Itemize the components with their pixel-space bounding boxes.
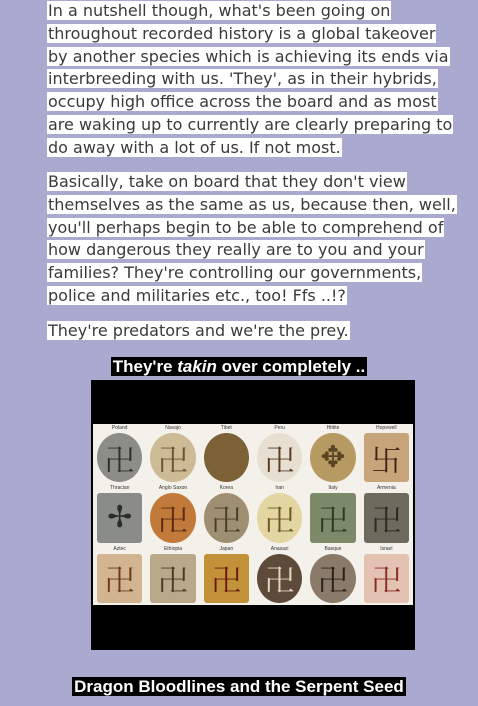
artifact-cell xyxy=(253,545,306,605)
artifact-label: Poland xyxy=(111,425,128,431)
artifact-symbol-icon: 卍 xyxy=(97,554,142,603)
artifact-cell xyxy=(146,424,199,484)
artifact-symbol-icon: 卍 xyxy=(204,493,249,542)
artifact-label: Anasazi xyxy=(270,545,289,552)
artifact-symbol-icon: 卍 xyxy=(364,554,409,603)
artifact-label: Basque xyxy=(324,545,342,552)
artifact-symbol-icon: 卍 xyxy=(204,554,249,603)
artifact-cell xyxy=(146,484,199,544)
artifact-cell xyxy=(93,545,146,605)
video-thumbnail-grid[interactable] xyxy=(93,424,413,605)
artifact-label: Hittite xyxy=(326,425,340,431)
artifact-label: Peru xyxy=(274,425,285,431)
artifact-symbol-icon: 卍 xyxy=(150,433,195,482)
artifact-cell xyxy=(93,484,146,544)
post-paragraph-2-text: Basically, take on board that they don't view themselves as the same as us, because then, well, you'll perhaps begin to be able to comprehend of how dangerous they really are to you and your families? They're controlling our governments, police and militaries etc., too! Ffs ..!? xyxy=(48,172,456,305)
artifact-symbol-icon: 卍 xyxy=(310,554,355,603)
artifact-cell xyxy=(200,545,253,605)
artifact-symbol-icon xyxy=(204,433,249,482)
artifact-symbol-icon: ✥ xyxy=(310,433,355,482)
artifact-cell xyxy=(360,545,413,605)
post-paragraph-3-text: They're predators and we're the prey. xyxy=(48,321,349,340)
post-paragraph-3 xyxy=(47,320,457,343)
video-caption-bottom-text: Dragon Bloodlines and the Serpent Seed xyxy=(74,677,404,696)
artifact-symbol-icon: 卍 xyxy=(257,433,302,482)
artifact-symbol-icon: 卐 xyxy=(364,433,409,482)
artifact-cell xyxy=(306,424,359,484)
post-paragraph-1-text: In a nutshell though, what's been going on throughout recorded history is a global takeover by another species which is achieving its ends via interbreeding with us. 'They', as in their hybrids, occupy high office across the board and as most are waking up to currently are clearly preparing to do away with a lot of us. If not most. xyxy=(48,1,453,157)
artifact-symbol-icon: 卍 xyxy=(150,493,195,542)
artifact-symbol-icon: 卍 xyxy=(97,433,142,482)
artifact-label: Thracian xyxy=(109,485,130,492)
artifact-label: Iran xyxy=(275,485,284,492)
artifact-cell xyxy=(93,424,146,484)
artifact-label: Korea xyxy=(219,485,233,492)
artifact-label: Anglo Saxon xyxy=(158,485,188,492)
video-caption-bottom xyxy=(0,677,478,697)
artifact-symbol-icon: 卍 xyxy=(310,493,355,542)
artifact-cell xyxy=(253,424,306,484)
artifact-cell xyxy=(146,545,199,605)
artifact-cell xyxy=(253,484,306,544)
artifact-label: Tibet xyxy=(220,425,232,431)
video-caption-top xyxy=(0,357,478,377)
artifact-cell xyxy=(306,545,359,605)
artifact-symbol-icon: ✢ xyxy=(97,493,142,542)
artifact-symbol-icon: 卍 xyxy=(150,554,195,603)
artifact-label: Ethiopia xyxy=(163,545,183,552)
artifact-cell xyxy=(200,424,253,484)
artifact-label: Aztec xyxy=(113,545,126,552)
video-caption-top-em: takin xyxy=(177,357,217,376)
artifact-cell xyxy=(306,484,359,544)
post-paragraph-1 xyxy=(47,0,457,160)
artifact-label: Israel xyxy=(380,545,393,552)
artifact-cell xyxy=(200,484,253,544)
artifact-symbol-icon: 卍 xyxy=(257,554,302,603)
artifact-label: Armenia xyxy=(377,485,396,492)
artifact-label: Hopewell xyxy=(376,425,397,431)
embedded-video[interactable] xyxy=(91,380,415,650)
artifact-label: Japan xyxy=(219,545,234,552)
artifact-cell xyxy=(360,424,413,484)
artifact-symbol-icon: 卍 xyxy=(257,493,302,542)
artifact-cell xyxy=(360,484,413,544)
artifact-label: Navajo xyxy=(165,425,181,431)
artifact-label: Italy xyxy=(328,485,338,492)
video-caption-top-after: over completely .. xyxy=(216,357,366,376)
video-caption-top-before: They're xyxy=(112,357,178,376)
post-paragraph-2 xyxy=(47,171,457,308)
artifact-symbol-icon: 卍 xyxy=(364,493,409,542)
